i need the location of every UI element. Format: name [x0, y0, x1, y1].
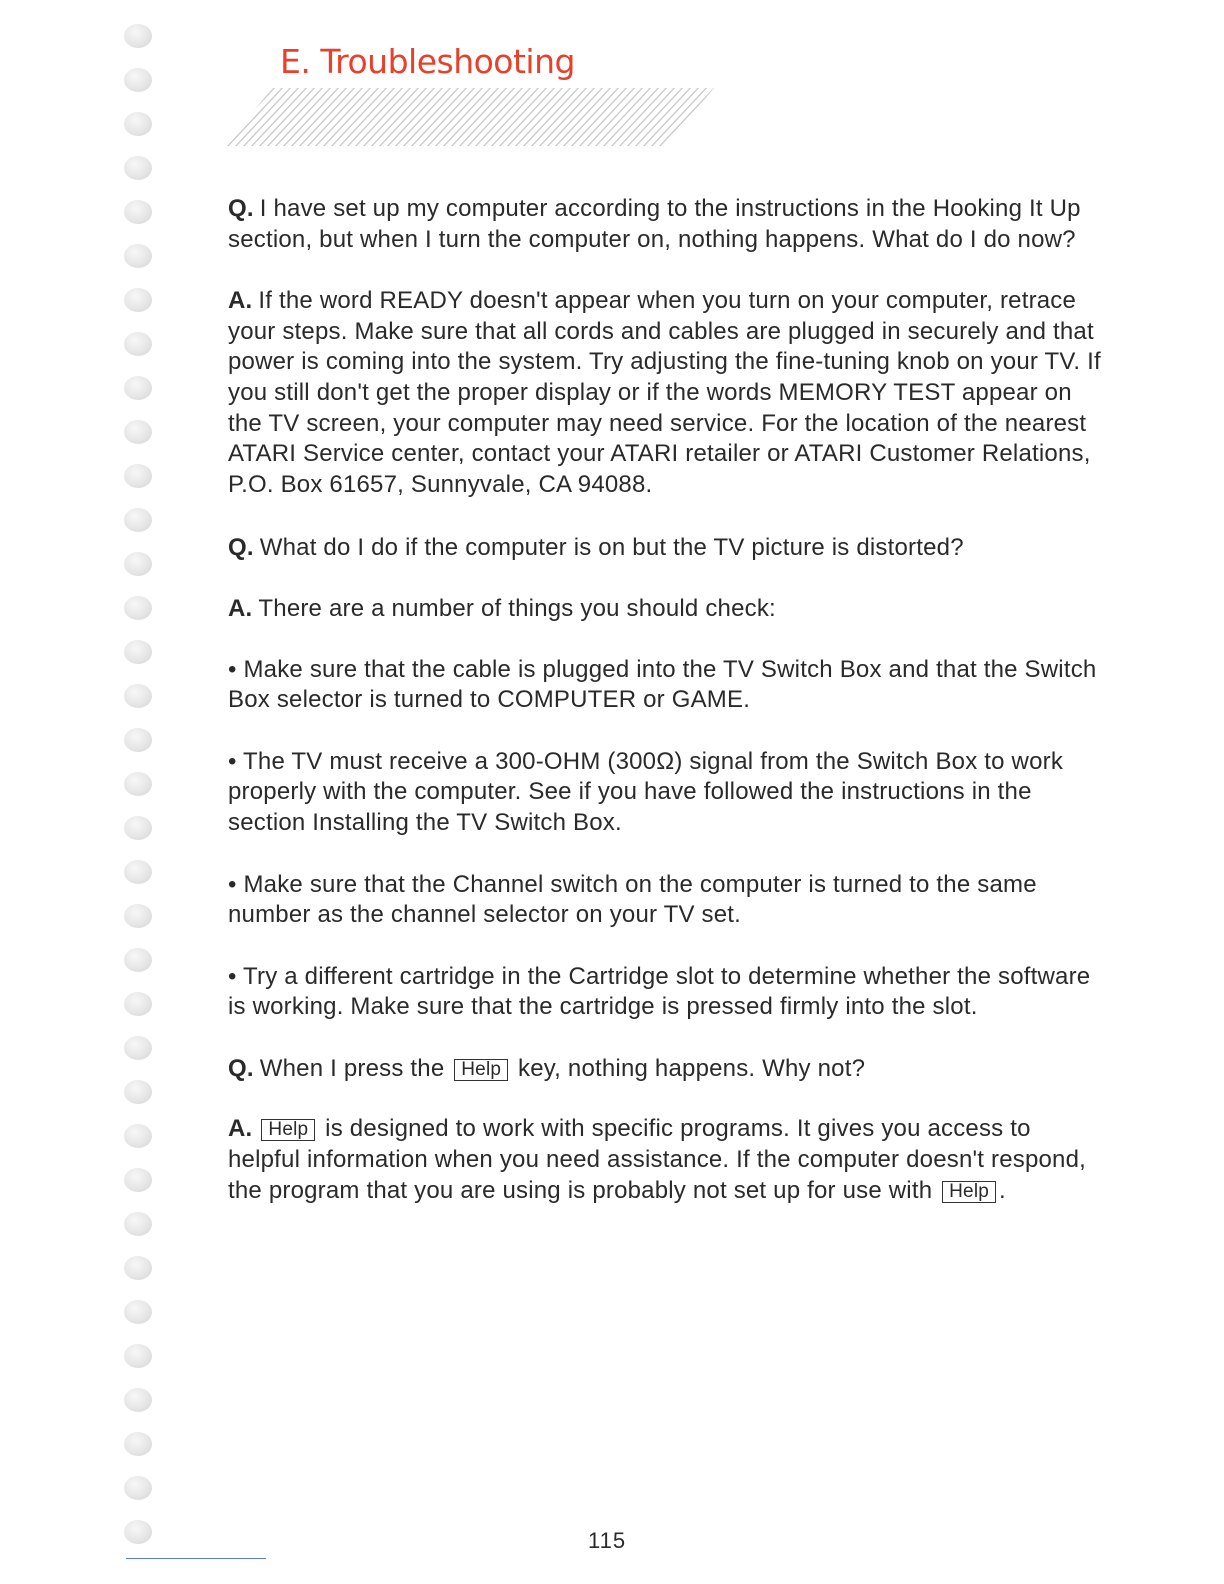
question-text: When I press the — [259, 1054, 445, 1082]
binder-hole — [124, 1256, 152, 1280]
binder-hole — [124, 1124, 152, 1148]
binder-hole — [124, 1344, 152, 1368]
answer-text: is designed to work with specific programs. It gives you access to helpful information when you need assistance. If the computer doesn't respond, the program that you are using is probably not set up for use with — [228, 1115, 1087, 1204]
binder-hole — [124, 24, 152, 48]
help-key: Help — [942, 1181, 996, 1203]
binder-hole — [124, 992, 152, 1016]
question-text: key, nothing happens. Why not? — [518, 1054, 866, 1082]
answer-text: There are a number of things you should check: — [258, 594, 776, 622]
binder-hole — [124, 68, 152, 92]
troubleshooting-content — [228, 194, 1108, 1206]
binder-hole — [124, 772, 152, 796]
answer-2 — [228, 594, 1108, 625]
answer-3 — [228, 1114, 1108, 1206]
section-title: E. Troubleshooting — [280, 42, 575, 81]
answer-1 — [228, 286, 1108, 500]
checklist-item: • Make sure that the cable is plugged into the TV Switch Box and that the Switch Box selector is turned to COMPUTER or GAME. — [228, 655, 1097, 714]
binder-hole — [124, 1080, 152, 1104]
binder-hole — [124, 816, 152, 840]
answer-marker: A. — [228, 1115, 253, 1143]
answer-text: If the word READY doesn't appear when you turn on your computer, retrace your steps. Make sure that all cords and cables are plugged in securely and that power is coming into the system. Try adjusting the fine-tuning knob on your TV. If you still don't get the proper display or if the words MEMORY TEST appear on the TV screen, your computer may need service. For the location of the nearest ATARI Service center, contact your ATARI retailer or ATARI Customer Relations, P.O. Box 61657, Sunnyvale, CA 94088. — [228, 287, 1101, 498]
binder-hole — [124, 244, 152, 268]
binder-hole — [124, 948, 152, 972]
help-key: Help — [454, 1059, 508, 1081]
binder-hole — [124, 508, 152, 532]
binder-hole — [124, 156, 152, 180]
binder-hole — [124, 1168, 152, 1192]
binder-hole — [124, 860, 152, 884]
question-text: I have set up my computer according to the instructions in the Hooking It Up section, but when I turn the computer on, nothing happens. What do I do now? — [228, 195, 1081, 253]
answer-marker: A. — [228, 594, 253, 622]
binder-hole — [124, 728, 152, 752]
question-text: What do I do if the computer is on but the TV picture is distorted? — [259, 534, 964, 562]
binder-hole — [124, 1476, 152, 1500]
checklist-item: • Try a different cartridge in the Cartridge slot to determine whether the software is working. Make sure that the cartridge is pressed firmly into the slot. — [228, 962, 1091, 1021]
binder-hole — [124, 1036, 152, 1060]
binder-hole — [124, 552, 152, 576]
binder-hole — [124, 332, 152, 356]
checklist-item: • The TV must receive a 300-OHM (300Ω) signal from the Switch Box to work properly with the computer. See if you have followed the instructions in the section Installing the TV Switch Box. — [228, 747, 1064, 836]
question-marker: Q. — [228, 1054, 254, 1082]
binder-hole — [124, 684, 152, 708]
binder-hole — [124, 1520, 152, 1544]
question-marker: Q. — [228, 534, 254, 562]
binder-hole — [124, 376, 152, 400]
binder-hole — [124, 1300, 152, 1324]
question-1 — [228, 194, 1108, 255]
binder-hole — [124, 200, 152, 224]
binder-hole — [124, 288, 152, 312]
binder-hole — [124, 420, 152, 444]
binder-hole — [124, 464, 152, 488]
binder-holes — [124, 24, 156, 1554]
help-key: Help — [261, 1119, 315, 1141]
binder-hole — [124, 596, 152, 620]
binder-hole — [124, 640, 152, 664]
answer-marker: A. — [228, 287, 253, 315]
question-3 — [228, 1054, 1108, 1085]
footer-rule — [126, 1558, 266, 1559]
title-hatch-decoration — [222, 84, 722, 148]
binder-hole — [124, 1432, 152, 1456]
binder-hole — [124, 904, 152, 928]
answer-text: . — [999, 1176, 1006, 1204]
binder-hole — [124, 1388, 152, 1412]
checklist-item: • Make sure that the Channel switch on the computer is turned to the same number as the channel selector on your TV set. — [228, 870, 1037, 929]
page-number: 115 — [588, 1528, 627, 1553]
question-marker: Q. — [228, 195, 254, 222]
question-2 — [228, 533, 1108, 564]
binder-hole — [124, 112, 152, 136]
binder-hole — [124, 1212, 152, 1236]
